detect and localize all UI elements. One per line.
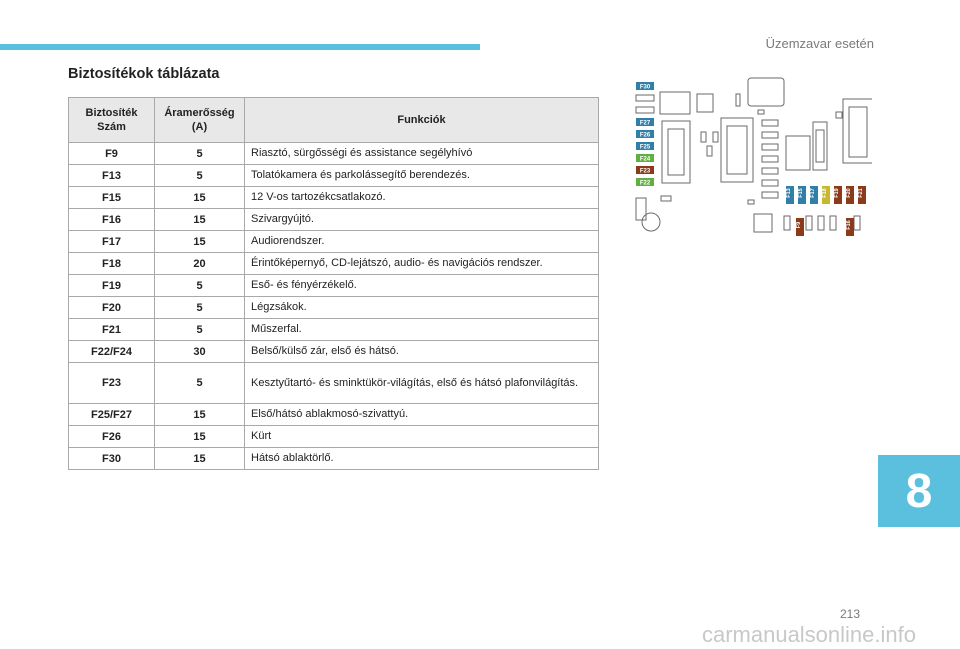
fuse-label-text: F20 (846, 188, 852, 198)
fuse-amperage: 15 (155, 187, 245, 209)
fuse-amperage: 5 (155, 363, 245, 404)
fuse-amperage: 5 (155, 165, 245, 187)
fuse-amperage: 15 (155, 426, 245, 448)
fuse-function: Riasztó, sürgősségi és assistance segélyhívó (245, 143, 599, 165)
fuse-label-text: F27 (639, 120, 651, 127)
fuse-label-text: F24 (639, 156, 651, 163)
table-row (69, 187, 599, 209)
fuse-label-text: F19 (834, 188, 840, 198)
header-accent-bar (0, 44, 480, 50)
fuse-function: Műszerfal. (245, 319, 599, 341)
fuse-function: Belső/külső zár, első és hátsó. (245, 341, 599, 363)
fuse-number: F15 (69, 187, 155, 209)
fuse-amperage: 15 (155, 231, 245, 253)
fuse-label-text: F21 (858, 188, 864, 198)
table-row (69, 341, 599, 363)
fuse-number: F9 (69, 143, 155, 165)
chapter-title: Üzemzavar esetén (765, 36, 874, 51)
page-number: 213 (839, 607, 860, 621)
fuse-table (68, 97, 599, 470)
fuse-function: Hátsó ablaktörlő. (245, 448, 599, 470)
fuse-label-text: F23 (639, 168, 651, 175)
table-row (69, 297, 599, 319)
fuse-function: Tolatókamera és parkolássegítő berendezés. (245, 165, 599, 187)
fuse-label-text: F25 (639, 144, 651, 151)
fuse-label-text: F15 (798, 188, 804, 198)
fuse-function: Légzsákok. (245, 297, 599, 319)
table-row (69, 231, 599, 253)
fuse-amperage: 5 (155, 319, 245, 341)
table-row (69, 426, 599, 448)
fuse-number: F22/F24 (69, 341, 155, 363)
fuse-label-text: F9 (796, 221, 802, 229)
table-row (69, 165, 599, 187)
fuse-number: F17 (69, 231, 155, 253)
watermark: carmanualsonline.info (701, 622, 916, 647)
table-header-row (69, 98, 599, 143)
fuse-number: F18 (69, 253, 155, 275)
header-fuse-number: Biztosíték Szám (69, 98, 155, 143)
fuse-function: Audiorendszer. (245, 231, 599, 253)
table-row (69, 143, 599, 165)
table-row (69, 404, 599, 426)
fuse-number: F16 (69, 209, 155, 231)
fuse-box-diagram (628, 74, 872, 236)
table-row (69, 209, 599, 231)
fuse-number: F23 (69, 363, 155, 404)
header-functions: Funkciók (245, 98, 599, 143)
vertical-fuse-labels (786, 186, 866, 236)
table-row (69, 253, 599, 275)
fuse-amperage: 15 (155, 209, 245, 231)
fuse-label-text: F30 (639, 84, 651, 91)
fuse-number: F26 (69, 426, 155, 448)
fuse-amperage: 20 (155, 253, 245, 275)
fuse-function: 12 V-os tartozékcsatlakozó. (245, 187, 599, 209)
fuse-label-text: F17 (810, 188, 816, 198)
fuse-number: F20 (69, 297, 155, 319)
fuse-number: F13 (69, 165, 155, 187)
fuse-label-text: F16 (846, 220, 852, 230)
fuse-function: Eső- és fényérzékelő. (245, 275, 599, 297)
fuse-amperage: 15 (155, 404, 245, 426)
fuse-label-text: F18 (822, 188, 828, 198)
fuse-amperage: 15 (155, 448, 245, 470)
fuse-amperage: 5 (155, 297, 245, 319)
fuse-function: Kesztyűtartó- és sminktükör-világítás, első és hátsó plafonvilágítás. (245, 363, 599, 404)
table-row (69, 319, 599, 341)
fuse-label-text: F22 (639, 180, 651, 187)
fuse-function: Érintőképernyő, CD-lejátszó, audio- és navigációs rendszer. (245, 253, 599, 275)
table-row (69, 275, 599, 297)
fuse-number: F19 (69, 275, 155, 297)
left-fuse-labels (636, 82, 654, 187)
fuse-amperage: 5 (155, 275, 245, 297)
fuse-number: F21 (69, 319, 155, 341)
fuse-number: F30 (69, 448, 155, 470)
page-title: Biztosítékok táblázata (68, 66, 220, 82)
fuse-function: Szivargyújtó. (245, 209, 599, 231)
table-row (69, 448, 599, 470)
chapter-tab: 8 (878, 455, 960, 527)
fuse-amperage: 30 (155, 341, 245, 363)
table-row (69, 363, 599, 404)
fuse-amperage: 5 (155, 143, 245, 165)
fuse-function: Kürt (245, 426, 599, 448)
fuse-number: F25/F27 (69, 404, 155, 426)
fuse-label-text: F26 (639, 132, 651, 139)
fuse-function: Első/hátsó ablakmosó-szivattyú. (245, 404, 599, 426)
fuse-label-text: F13 (786, 188, 792, 198)
header-amperage: Áramerősség (A) (155, 98, 245, 143)
